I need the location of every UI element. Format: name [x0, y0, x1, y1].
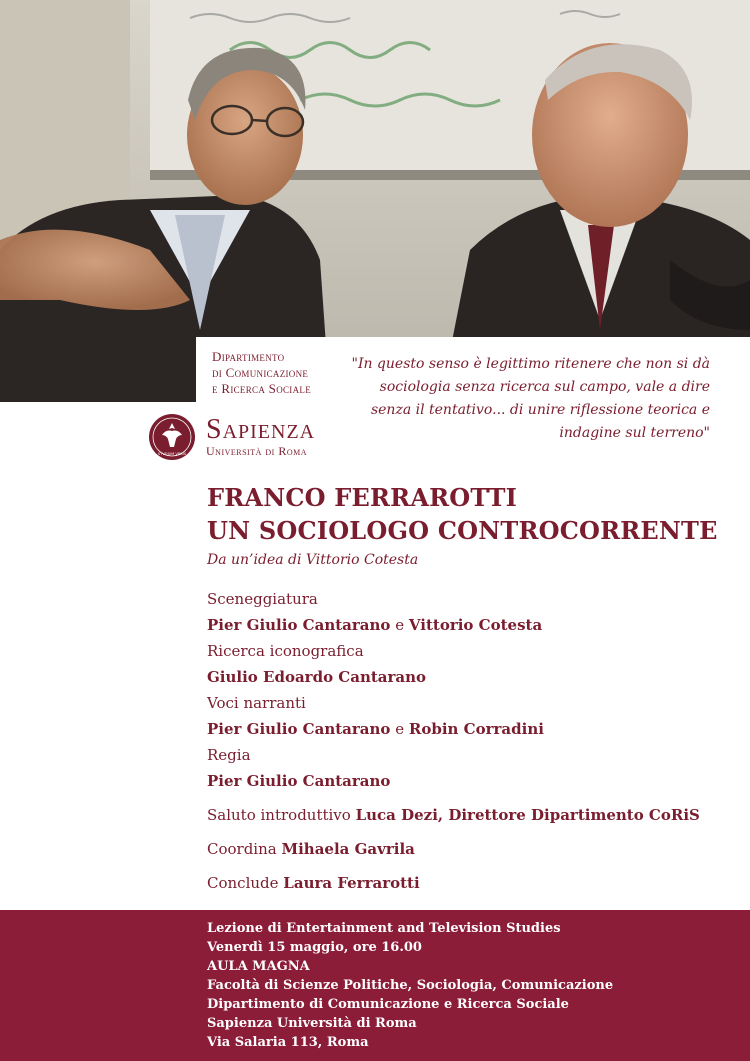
conjunction: e — [395, 616, 405, 634]
sapienza-name: Sapienza — [206, 414, 316, 445]
event-line: Via Salaria 113, Roma — [207, 1035, 369, 1050]
conjunction: e — [395, 720, 405, 738]
person-name: Pier Giulio Cantarano — [207, 772, 391, 790]
main-content — [207, 481, 747, 896]
person-name: Robin Corradini — [408, 720, 544, 738]
greeting-credit — [207, 802, 747, 828]
concludes-label: Conclude — [207, 874, 279, 892]
research-label: Ricerca iconografica — [207, 642, 364, 660]
header-photo — [0, 0, 750, 402]
person-name: Pier Giulio Cantarano — [207, 616, 391, 634]
coordinator-credit — [207, 836, 747, 862]
person-name: Vittorio Cotesta — [408, 616, 543, 634]
idea-credit: Da un’idea di Vittorio Cotesta — [207, 552, 419, 568]
greeting-label: Saluto introduttivo — [207, 806, 351, 824]
sapienza-seal-icon — [148, 413, 196, 461]
department-name — [212, 349, 311, 397]
conclusion-credit — [207, 870, 747, 896]
title-line: FRANCO FERRAROTTI — [207, 483, 518, 512]
event-line: Sapienza Università di Roma — [207, 1016, 417, 1031]
person-name: Pier Giulio Cantarano — [207, 720, 391, 738]
event-line: Venerdì 15 maggio, ore 16.00 — [207, 940, 422, 955]
event-line: AULA MAGNA — [207, 959, 310, 974]
direction-label: Regia — [207, 746, 251, 764]
screenplay-names — [207, 612, 747, 638]
department-line: di Comunicazione — [212, 365, 309, 380]
department-line: e Ricerca Sociale — [212, 381, 311, 396]
sapienza-subtitle: Università di Roma — [206, 444, 307, 458]
quote: "In questo senso è legittimo ritenere che non si dà sociologia senza ricerca sul campo, vale a dire senza il tentativo... di unire riflessione teorica e indagine sul terreno" — [351, 356, 710, 441]
voices-names — [207, 716, 747, 742]
event-line: Lezione di Entertainment and Television Studies — [207, 921, 561, 936]
event-details — [207, 919, 613, 1052]
event-line: Dipartimento di Comunicazione e Ricerca Sociale — [207, 997, 569, 1012]
coordinates-label: Coordina — [207, 840, 277, 858]
person-name: Mihaela Gavrila — [281, 840, 415, 858]
title-line: UN SOCIOLOGO CONTROCORRENTE — [207, 516, 718, 545]
event-footer — [0, 910, 750, 1061]
person-name: Giulio Edoardo Cantarano — [207, 668, 427, 686]
svg-text:STVDIVM VRBIS: STVDIVM VRBIS — [157, 452, 187, 456]
voices-label: Voci narranti — [207, 694, 306, 712]
department-line: Dipartimento — [212, 349, 285, 364]
screenplay-label: Sceneggiatura — [207, 590, 318, 608]
event-line: Facoltà di Scienze Politiche, Sociologia, Comunicazione — [207, 978, 614, 993]
sapienza-logo — [148, 413, 315, 461]
person-name: Luca Dezi, Direttore Dipartimento CoRiS — [355, 806, 700, 824]
person-name: Laura Ferrarotti — [283, 874, 420, 892]
credits — [207, 586, 747, 896]
